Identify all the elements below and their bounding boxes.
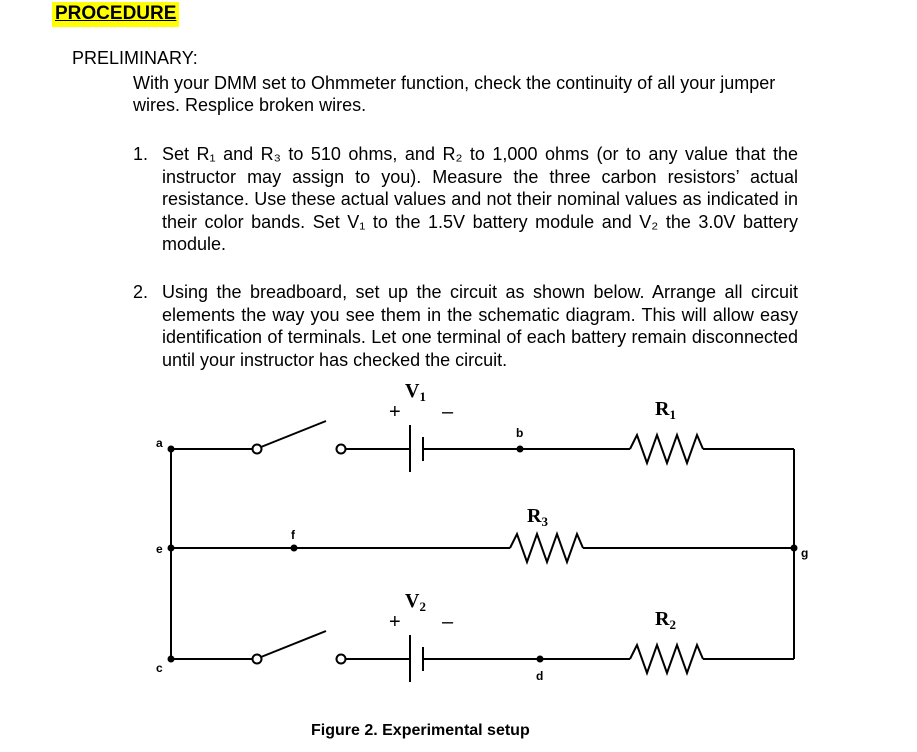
bottom-switch-blade [261,631,326,657]
step-number: 1. [133,144,149,164]
v2-label: $V_2$ [405,590,426,614]
procedure-heading: PROCEDURE [52,2,179,27]
r2-label: $R_2$ [655,608,676,632]
bottom-switch-terminal [253,655,262,664]
v2-plus-sign: + [389,611,401,633]
node-a-dot [168,446,175,453]
top-switch-terminal [253,445,262,454]
top-switch-terminal [337,445,346,454]
intro-paragraph: With your DMM set to Ohmmeter function, check the continuity of all your jumper wires. Resplice broken wires. [133,73,776,115]
node-e-label: e [156,542,163,556]
node-a-label: a [156,436,163,450]
r3-label: $R_3$ [527,505,548,529]
step-item-2 [133,281,813,371]
step-text: Using the breadboard, set up the circuit as shown below. Arrange all circuit elements the way you see them in the schematic diagram. This will allow easy identification of terminals. Let one terminal of each battery remain disconnected until your instructor has checked the circuit. [162,282,798,370]
node-e-dot [168,545,175,552]
node-f-label: f [291,528,295,542]
r2-zigzag [630,645,703,673]
v1-minus-sign: – [442,401,454,423]
top-switch-blade [261,421,326,447]
v1-label: $V_1$ [405,380,426,404]
node-g-label: g [801,546,809,560]
node-d-label: d [536,669,544,683]
r3-zigzag [510,534,583,562]
v1-plus-sign: + [389,401,401,423]
figure-caption: Figure 2. Experimental setup [311,722,530,739]
node-d-dot [537,656,544,663]
preliminary-subheading: PRELIMINARY: [72,48,198,68]
v2-minus-sign: – [442,611,454,633]
step-text: Set R₁ and R₃ to 510 ohms, and R₂ to 1,000 ohms (or to any value that the instructor may assign to you). Measure the three carbon resistors’ actual resistance. Use these actual values and not their nominal values as indicated in their color bands. Set V₁ to the 1.5V battery module and V₂ the 3.0V battery module. [162,144,798,254]
bottom-switch-terminal [337,655,346,664]
node-g-dot [791,545,798,552]
node-c-dot [168,656,175,663]
step-item-1 [133,143,813,256]
r1-zigzag [630,435,703,463]
node-b-label: b [516,426,524,440]
node-f-dot [291,545,298,552]
node-c-label: c [156,661,163,675]
node-b-dot [517,446,524,453]
r1-label: $R_1$ [655,398,676,422]
step-number: 2. [133,282,149,302]
